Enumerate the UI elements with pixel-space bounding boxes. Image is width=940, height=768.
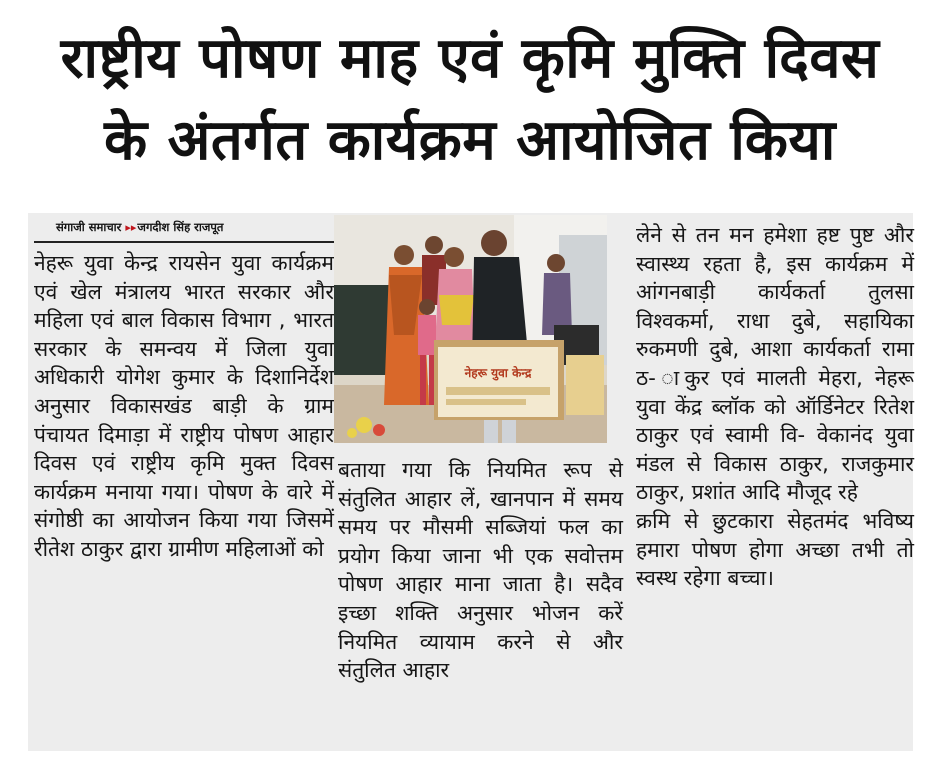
headline-line-2: के अंतर्गत कार्यक्रम आयोजित किया (104, 108, 836, 173)
column-3-text-1: लेने से तन मन हमेशा हष्ट पुष्ट और स्वास्थ्य रहता है, इस कार्यक्रम में आंगनबाड़ी कार्यकर्ता तुलसा विश्वकर्मा, राधा दुबे, सहायिका रुकमणी दुबे, आशा कार्यकर्ता रामा ठ- ाकुर एवं मालती मेहरा, नेहरू युवा केंद्र ब्लॉक को ऑर्डिनेटर रितेश ठाकुर एवं स्वामी वि- वेकानंद युवा मंडल से विकास ठाकुर, राजकुमार ठाकुर, प्रशांत आदि मौजूद रहे (636, 223, 914, 505)
byline-source: संगाजी समाचार (56, 220, 122, 234)
column-1 (34, 213, 334, 564)
article-clipping (28, 213, 913, 751)
byline-arrows-icon: ▸▸ (125, 221, 137, 234)
event-photo (334, 215, 607, 443)
headline (0, 18, 940, 182)
column-2 (338, 456, 623, 685)
byline-author: जगदीश सिंह राजपूत (137, 220, 224, 234)
headline-line-1: राष्ट्रीय पोषण माह एवं कृमि मुक्ति दिवस (60, 26, 880, 91)
byline (34, 213, 334, 243)
column-2-text: बताया गया कि नियमित रूप से संतुलित आहार लें, खानपान में समय समय पर मौसमी सब्जियां फल का प्रयोग किया जाना भी एक सवोत्तम पोषण आहार माना जाता है। सदैव इच्छा शक्ति अनुसार भोजन करें नियमित व्यायाम करने से और संतुलित आहार (338, 458, 623, 683)
column-3-text-2: क्रमि से छुटकारा सेहतमंद भविष्य हमारा पोषण होगा अच्छा तभी तो स्वस्थ रहेगा बच्चा। (636, 508, 914, 591)
column-1-text: नेहरू युवा केन्द्र रायसेन युवा कार्यक्रम एवं खेल मंत्रालय भारत सरकार और महिला एवं बाल विकास विभाग , भारत सरकार के समन्वय में जिला युवा अधिकारी योगेश कुमार के दिशानिर्देश अनुसार विकासखंड बाड़ी के ग्राम पंचायत दिमाड़ा में राष्ट्रीय पोषण आहार दिवस एवं राष्ट्रीय कृमि मुक्त दिवस कार्यक्रम मनाया गया। पोषण के वारे में संगोष्ठी का आयोजन किया गया जिसमें रीतेश ठाकुर द्वारा ग्रामीण महिलाओं को (34, 251, 334, 561)
column-3 (636, 221, 914, 593)
event-photo-illustration (334, 215, 607, 443)
banner-text: नेहरू युवा केन्द्र (464, 366, 532, 380)
